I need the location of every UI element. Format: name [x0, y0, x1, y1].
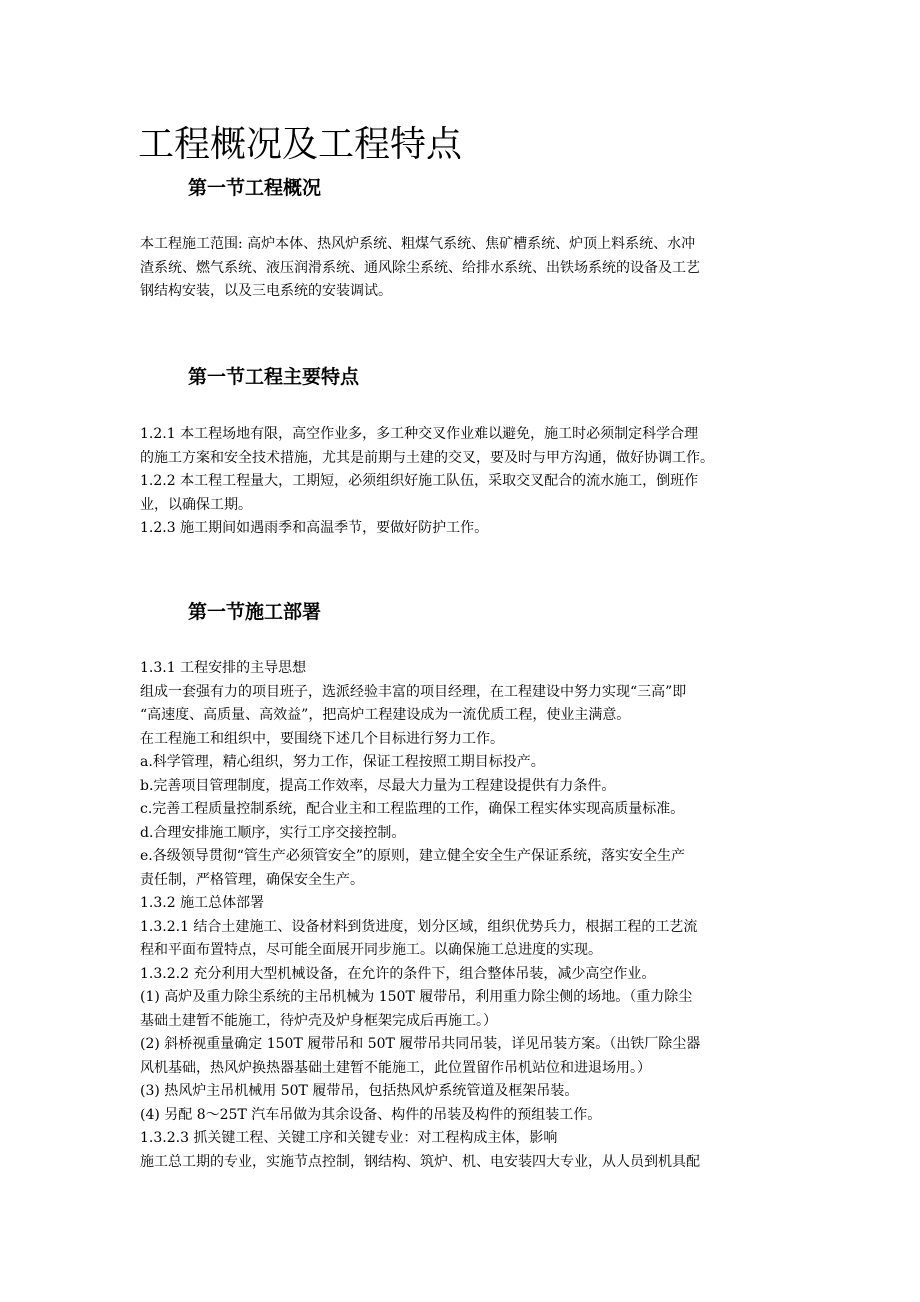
text-line: 1.3.2 施工总体部署 [140, 895, 265, 911]
text-line: 1.3.2.1 结合土建施工、设备材料到货进度，划分区域，组织优势兵力，根据工程的工艺流 [140, 918, 698, 935]
text-line: 组成一套强有力的项目班子，选派经验丰富的项目经理，在工程建设中努力实现“三高”即 [140, 683, 687, 700]
text-line: 的施工方案和安全技术措施，尤其是前期与土建的交叉，要及时与甲方沟通，做好协调工作。 [140, 449, 714, 466]
text-line: 施工总工期的专业，实施节点控制，钢结构、筑炉、机、电安装四大专业，从人员到机具配 [140, 1153, 700, 1170]
section-heading-project-overview: 第一节工程概况 [188, 177, 322, 199]
text-line: 在工程施工和组织中，要围绕下述几个目标进行努力工作。 [140, 730, 504, 747]
text-line: 钢结构安装，以及三电系统的安装调试。 [140, 283, 392, 299]
text-line: 1.2.3 施工期间如遇雨季和高温季节，要做好防护工作。 [140, 520, 489, 536]
text-line: 1.3.2.3 抓关键工程、关键工序和关键专业：对工程构成主体，影响 [140, 1130, 558, 1146]
text-line: 业，以确保工期。 [140, 496, 252, 513]
section-body-construction-deployment [140, 657, 790, 1174]
text-line: 程和平面布置特点，尽可能全面展开同步施工。以确保施工总进度的实现。 [140, 942, 602, 958]
text-line: (2) 斜桥视重量确定 150T 履带吊和 50T 履带吊共同吊装，详见吊装方案。（出铁厂除尘器 [140, 1036, 701, 1052]
text-line: “高速度、高质量、高效益”，把高炉工程建设成为一流优质工程，使业主满意。 [140, 707, 631, 723]
text-line: 责任制，严格管理，确保安全生产。 [140, 871, 364, 888]
text-line: 基础土建暂不能施工，待炉壳及炉身框架完成后再施工。） [140, 1012, 497, 1029]
text-line: a.科学管理，精心组织，努力工作，保证工程按照工期目标投产。 [140, 754, 545, 770]
text-line: 1.2.2 本工程工程量大，工期短，必须组织好施工队伍，采取交叉配合的流水施工，倒班作 [140, 473, 699, 489]
text-line: e.各级领导贯彻“管生产必须管安全”的原则，建立健全安全生产保证系统，落实安全生产 [140, 848, 686, 864]
text-line: (4) 另配 8～25T 汽车吊做为其余设备、构件的吊装及构件的预组装工作。 [140, 1106, 602, 1123]
text-line: c.完善工程质量控制系统，配合业主和工程监理的工作，确保工程实体实现高质量标准。 [140, 801, 685, 817]
section-heading-construction-deployment: 第一节施工部署 [188, 601, 322, 623]
section-body-project-overview [140, 233, 790, 304]
text-line: 1.3.1 工程安排的主导思想 [140, 660, 307, 676]
text-line: b.完善项目管理制度，提高工作效率，尽最大力量为工程建设提供有力条件。 [140, 777, 616, 794]
document-title: 工程概况及工程特点 [138, 124, 463, 166]
text-line: d.合理安排施工顺序，实行工序交接控制。 [140, 824, 406, 841]
text-line: (1) 高炉及重力除尘系统的主吊机械为 150T 履带吊，利用重力除尘侧的场地。（重力除尘 [140, 989, 693, 1005]
text-line: 本工程施工范围: 高炉本体、热风炉系统、粗煤气系统、焦矿槽系统、炉顶上料系统、水冲 [140, 236, 696, 252]
text-line: 1.3.2.2 充分利用大型机械设备，在允许的条件下，组合整体吊装，减少高空作业。 [140, 965, 656, 982]
text-line: 风机基础，热风炉换热器基础土建暂不能施工，此位置留作吊机站位和进退场用。） [140, 1059, 651, 1076]
text-line: (3) 热风炉主吊机械用 50T 履带吊，包括热风炉系统管道及框架吊装。 [140, 1083, 579, 1099]
text-line: 渣系统、燃气系统、液压润滑系统、通风除尘系统、给排水系统、出铁场系统的设备及工艺 [140, 259, 700, 276]
text-line: 1.2.1 本工程场地有限，高空作业多，多工种交叉作业难以避免，施工时必须制定科学合理 [140, 426, 699, 442]
section-body-main-features [140, 423, 790, 541]
section-heading-main-features: 第一节工程主要特点 [188, 366, 360, 388]
